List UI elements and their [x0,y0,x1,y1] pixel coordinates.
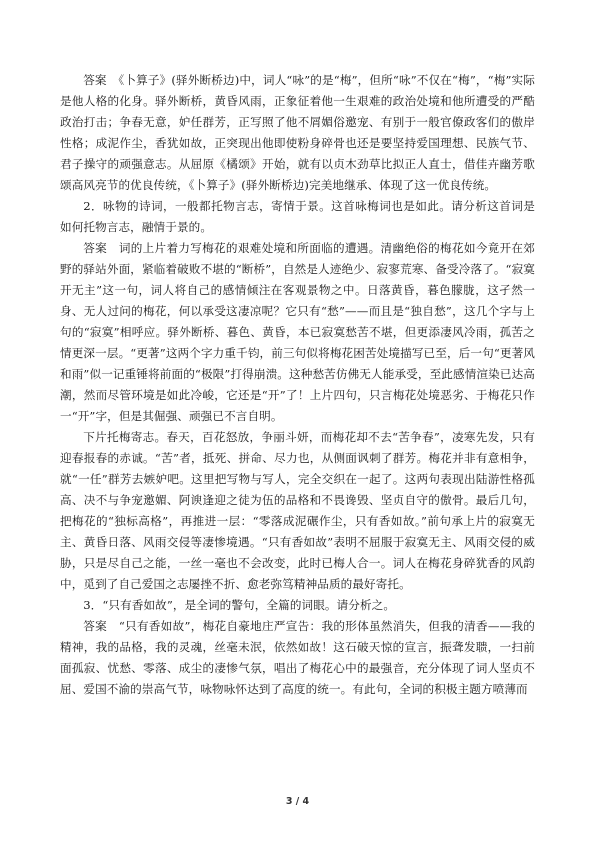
answer-paragraph-4: 答案 “只有香如故”，梅花自豪地庄严宣告：我的形体虽然消失，但我的清香——我的精神，我的品格，我的灵魂，丝毫未泯，依然如故！这石破天惊的宣言，振聋发聩，一扫前面孤寂、忧愁、零落、成尘的凄惨气氛，唱出了梅花心中的最强音，充分体现了词人坚贞不屈、爱国不渝的崇高气节，咏物咏怀达到了高度的统一。有此句，全词的积极主题方喷薄而 [60,619,535,696]
question-3: 3．“只有香如故”，是全词的警句，全篇的词眼。请分析之。 [83,598,396,612]
page-number: 3 / 4 [285,796,310,807]
answer-paragraph-3: 下片托梅寄志。春天，百花怒放，争丽斗妍，而梅花却不去“苦争春”，凌寒先发，只有迎春报春的赤诚。“苦”者，抵死、拼命、尽力也，从侧面讽刺了群芳。梅花并非有意相争，就“一任”群芳去嫉妒吧。这里把写物与写人，完全交织在一起了。这两句表现出陆游性格孤高、决不与争宠邀媚、阿谀逢迎之徒为伍的品格和不畏谗毁、坚贞自守的傲骨。最后几句，把梅花的“独标高格”，再推进一层：“零落成泥碾作尘，只有香如故。”前句承上片的寂寞无主、黄昏日落、风雨交侵等凄惨境遇。“只有香如故”表明不屈服于寂寞无主、风雨交侵的威胁，只是尽自己之能，一丝一毫也不会改变，此时已梅人合一。词人在梅花身碎犹香的风韵中，觅到了自己爱国之志屡挫不折、愈老弥笃精神品质的最好寄托。 [60,430,535,591]
answer-paragraph-1: 答案 《卜算子》(驿外断桥边)中，词人“咏”的是“梅”，但所“咏”不仅在“梅”，“梅”实际是他人格的化身。驿外断桥，黄昏风雨，正象征着他一生艰难的政治处境和他所遭受的严酷政治打击；争春无意，妒任群芳，正写照了他不屑媚俗邀宠、有别于一般官僚政客们的傲岸性格；成泥作尘，香犹如故，正突现出他即使粉身碎骨也还是要坚持爱国理想、民族气节、君子操守的顽强意志。从屈原《橘颂》开始，就有以贞木劲草比拟正人直士，借佳卉幽芳歌颂高风亮节的优良传统，《卜算子》(驿外断桥边)完美地继承、体现了这一优良传统。 [60,73,535,192]
answer-paragraph-2: 答案 词的上片着力写梅花的艰难处境和所面临的遭遇。清幽绝俗的梅花如今竟开在郊野的驿站外面，紧临着破败不堪的“断桥”，自然是人迹绝少、寂寥荒寒、备受冷落了。“寂寞开无主”这一句，词人将自己的感情倾注在客观景物之中。日落黄昏，暮色朦胧，这孑然一身、无人过问的梅花，何以承受这凄凉呢？它只有“愁”——而且是“独自愁”，这几个字与上句的“寂寞”相呼应。驿外断桥、暮色、黄昏，本已寂寞愁苦不堪，但更添凄风冷雨，孤苦之情更深一层。“更著”这两个字力重千钧，前三句似将梅花困苦处境描写已至，后一句“更著风和雨”似一记重锤将前面的“极限”打得崩溃。这种愁苦仿佛无人能承受，至此感情渲染已达高潮，然而尽管环境是如此冷峻，它还是“开”了！上片四句，只言梅花处境恶劣、于梅花只作一“开”字，但是其倔强、顽强已不言自明。 [60,241,535,423]
document-body [60,70,535,700]
question-2: 2．咏物的诗词，一般都托物言志，寄情于景。这首咏梅词也是如此。请分析这首词是如何托物言志，融情于景的。 [60,199,535,234]
